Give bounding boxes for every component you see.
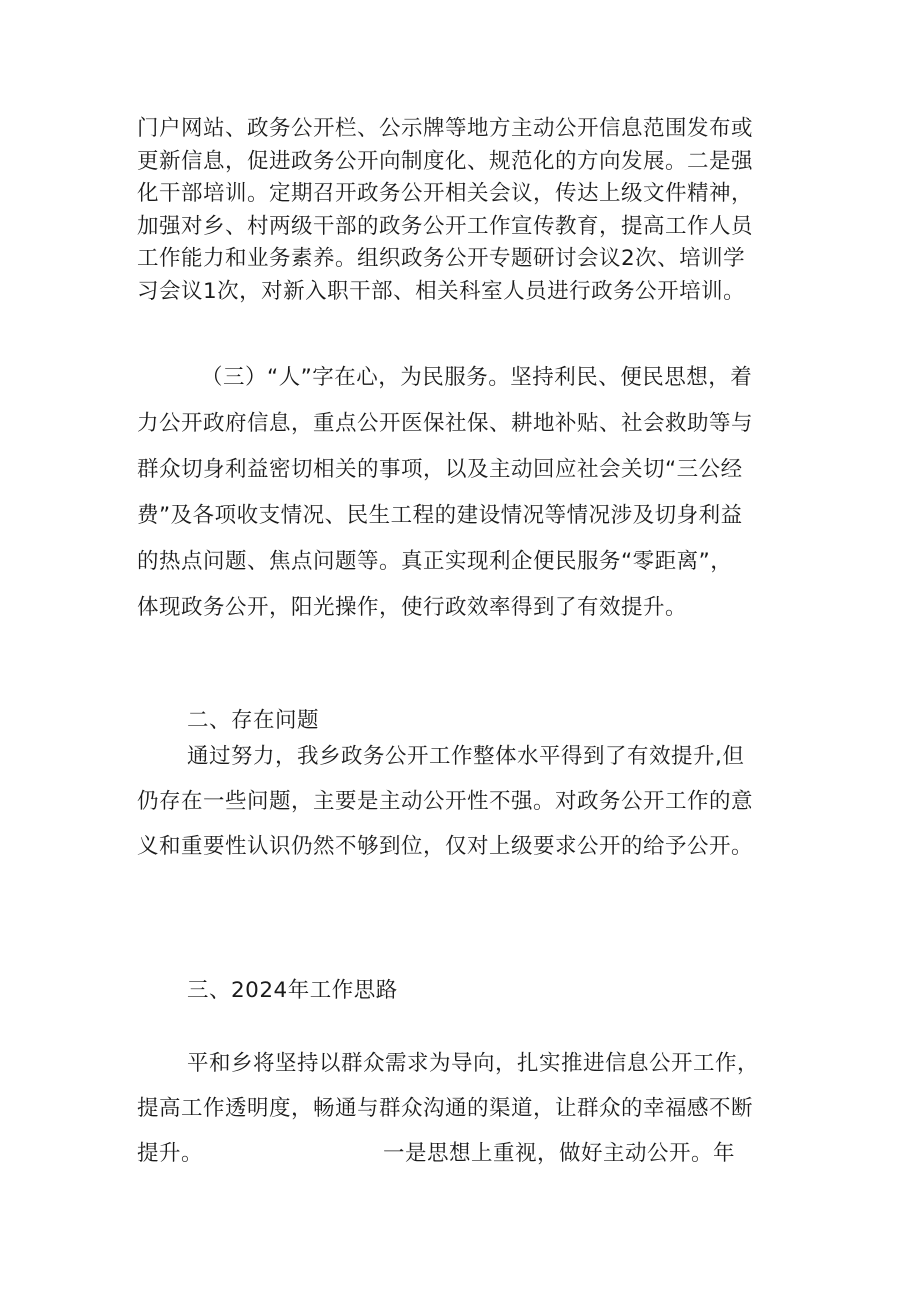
text-line: 平和乡将坚持以群众需求为导向，扎实推进信息公开工作， xyxy=(187,1051,760,1076)
paragraph-2 xyxy=(137,355,792,631)
paragraph-3 xyxy=(137,734,792,869)
text-line: 化干部培训。定期召开政务公开相关会议，传达上级文件精神， xyxy=(137,181,754,206)
text-line: 通过努力，我乡政务公开工作整体水平得到了有效提升,但 xyxy=(187,744,745,769)
text-line xyxy=(137,1131,792,1176)
text-line: 加强对乡、村两级干部的政务公开工作宣传教育，提高工作人员 xyxy=(137,213,754,239)
text-line: 工作能力和业务素养。组织政务公开专题研讨会议2次、培训学 xyxy=(137,246,746,271)
text-fragment: 提升。 xyxy=(137,1141,204,1166)
text-fragment: 一是思想上重视，做好主动公开。年 xyxy=(383,1141,736,1166)
section-heading-problems: 二、存在问题 xyxy=(187,708,320,733)
text-line: 群众切身利益密切相关的事项，以及主动回应社会关切“三公经 xyxy=(137,457,743,482)
text-line: 义和重要性认识仍然不够到位，仅对上级要求公开的给予公开。 xyxy=(137,834,754,859)
text-line: 提高工作透明度，畅通与群众沟通的渠道，让群众的幸福感不断 xyxy=(137,1096,754,1121)
text-line: 仍存在一些问题，主要是主动公开性不强。对政务公开工作的意 xyxy=(137,789,754,814)
text-line: 的热点问题、焦点问题等。真正实现利企便民服务“零距离”， xyxy=(137,549,733,574)
text-line: 体现政务公开，阳光操作，使行政效率得到了有效提升。 xyxy=(137,595,688,620)
text-line: 费”及各项收支情况、民生工程的建设情况等情况涉及切身利益 xyxy=(137,503,743,528)
section-heading-plan: 三、2024年工作思路 xyxy=(187,978,398,1003)
text-line: 门户网站、政务公开栏、公示牌等地方主动公开信息范围发布或 xyxy=(137,116,754,141)
paragraph-1 xyxy=(137,113,792,308)
text-line: 更新信息，促进政务公开向制度化、规范化的方向发展。二是强 xyxy=(137,148,754,174)
text-line: 力公开政府信息，重点公开医保社保、耕地补贴、社会救助等与 xyxy=(137,411,754,436)
text-line: 习会议1次，对新入职干部、相关科室人员进行政务公开培训。 xyxy=(137,278,746,304)
paragraph-4 xyxy=(137,1041,792,1176)
text-line: （三）“人”字在心，为民服务。坚持利民、便民思想，着 xyxy=(201,365,753,390)
